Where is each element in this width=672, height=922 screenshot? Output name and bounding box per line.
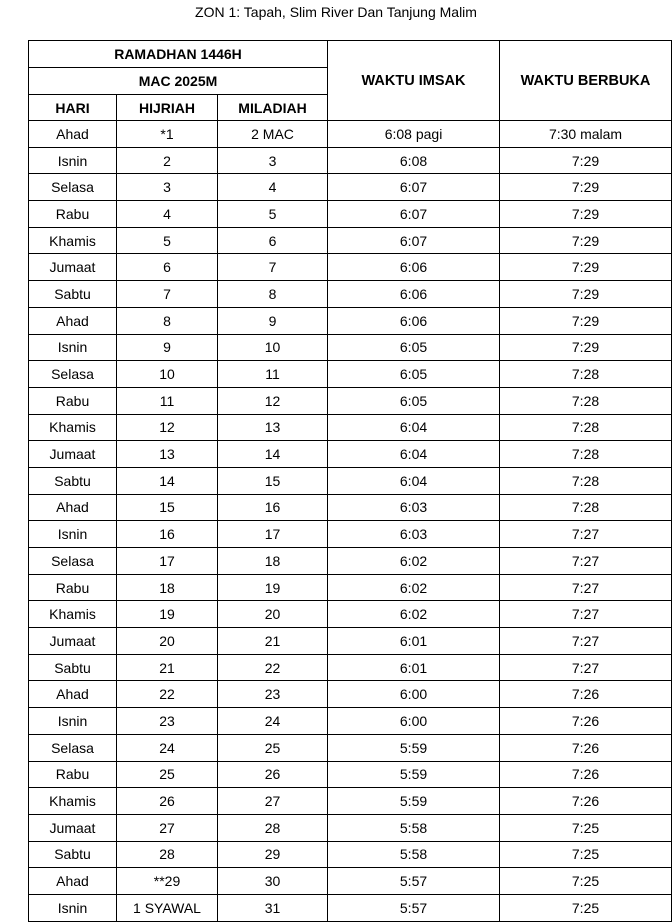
hari-cell: Rabu: [29, 574, 117, 601]
berbuka-cell: 7:27: [500, 628, 672, 655]
table-row: [29, 548, 672, 575]
hari-cell: Selasa: [29, 548, 117, 575]
ramadhan-header: RAMADHAN 1446H: [29, 41, 328, 68]
hijriah-header: HIJRIAH: [117, 95, 218, 121]
berbuka-cell: 7:26: [500, 708, 672, 735]
miladiah-cell: 19: [218, 574, 328, 601]
hari-cell: Khamis: [29, 601, 117, 628]
hari-cell: Jumaat: [29, 441, 117, 468]
imsak-cell: 5:57: [328, 894, 500, 921]
hijriah-cell: 26: [117, 788, 218, 815]
table-row: [29, 628, 672, 655]
miladiah-cell: 26: [218, 761, 328, 788]
table-row: [29, 494, 672, 521]
imsak-cell: 6:05: [328, 361, 500, 388]
berbuka-cell: 7:27: [500, 574, 672, 601]
hari-cell: Khamis: [29, 414, 117, 441]
miladiah-cell: 10: [218, 334, 328, 361]
hijriah-cell: 25: [117, 761, 218, 788]
imsak-cell: 6:03: [328, 494, 500, 521]
hijriah-cell: 3: [117, 174, 218, 201]
hari-cell: Ahad: [29, 121, 117, 148]
table-row: [29, 841, 672, 868]
hijriah-cell: 17: [117, 548, 218, 575]
hijriah-cell: 7: [117, 281, 218, 308]
hijriah-cell: 28: [117, 841, 218, 868]
imsak-cell: 6:00: [328, 708, 500, 735]
berbuka-cell: 7:30 malam: [500, 121, 672, 148]
hari-cell: Sabtu: [29, 467, 117, 494]
berbuka-cell: 7:29: [500, 174, 672, 201]
hari-cell: Rabu: [29, 387, 117, 414]
table-row: [29, 147, 672, 174]
imsak-cell: 6:08: [328, 147, 500, 174]
table-row: [29, 681, 672, 708]
hari-cell: Sabtu: [29, 654, 117, 681]
berbuka-cell: 7:26: [500, 734, 672, 761]
table-row: [29, 521, 672, 548]
hijriah-cell: 23: [117, 708, 218, 735]
table-row: [29, 414, 672, 441]
miladiah-header: MILADIAH: [218, 95, 328, 121]
berbuka-cell: 7:26: [500, 681, 672, 708]
miladiah-cell: 25: [218, 734, 328, 761]
miladiah-cell: 2 MAC: [218, 121, 328, 148]
imsak-cell: 6:05: [328, 387, 500, 414]
miladiah-cell: 3: [218, 147, 328, 174]
berbuka-header: WAKTU BERBUKA: [500, 41, 672, 121]
berbuka-cell: 7:25: [500, 841, 672, 868]
miladiah-cell: 6: [218, 227, 328, 254]
imsak-header: WAKTU IMSAK: [328, 41, 500, 121]
hijriah-cell: 4: [117, 201, 218, 228]
berbuka-cell: 7:26: [500, 761, 672, 788]
miladiah-cell: 23: [218, 681, 328, 708]
table-row: [29, 601, 672, 628]
miladiah-cell: 21: [218, 628, 328, 655]
imsak-cell: 6:07: [328, 227, 500, 254]
hijriah-cell: 2: [117, 147, 218, 174]
imsak-cell: 6:01: [328, 654, 500, 681]
hijriah-cell: 9: [117, 334, 218, 361]
hijriah-cell: 8: [117, 307, 218, 334]
hijriah-cell: 21: [117, 654, 218, 681]
hijriah-cell: *1: [117, 121, 218, 148]
hari-cell: Isnin: [29, 147, 117, 174]
hari-cell: Khamis: [29, 227, 117, 254]
miladiah-cell: 13: [218, 414, 328, 441]
hijriah-cell: 6: [117, 254, 218, 281]
hijriah-cell: 15: [117, 494, 218, 521]
hari-cell: Isnin: [29, 708, 117, 735]
imsak-cell: 6:03: [328, 521, 500, 548]
berbuka-cell: 7:27: [500, 601, 672, 628]
hari-cell: Khamis: [29, 788, 117, 815]
hari-cell: Selasa: [29, 174, 117, 201]
miladiah-cell: 27: [218, 788, 328, 815]
table-row: [29, 201, 672, 228]
miladiah-cell: 28: [218, 814, 328, 841]
imsak-cell: 5:59: [328, 761, 500, 788]
hijriah-cell: 12: [117, 414, 218, 441]
hijriah-cell: 27: [117, 814, 218, 841]
hari-cell: Ahad: [29, 681, 117, 708]
table-row: [29, 121, 672, 148]
miladiah-cell: 12: [218, 387, 328, 414]
hari-cell: Rabu: [29, 201, 117, 228]
miladiah-cell: 18: [218, 548, 328, 575]
hijriah-cell: 18: [117, 574, 218, 601]
table-row: [29, 814, 672, 841]
table-row: [29, 734, 672, 761]
table-row: [29, 654, 672, 681]
berbuka-cell: 7:28: [500, 494, 672, 521]
hijriah-cell: 5: [117, 227, 218, 254]
imsak-cell: 6:02: [328, 574, 500, 601]
table-row: [29, 894, 672, 921]
hari-cell: Sabtu: [29, 281, 117, 308]
schedule-table: [28, 40, 672, 922]
table-row: [29, 441, 672, 468]
hari-cell: Jumaat: [29, 628, 117, 655]
imsak-cell: 5:59: [328, 734, 500, 761]
table-body: [29, 121, 672, 922]
berbuka-cell: 7:29: [500, 307, 672, 334]
imsak-cell: 6:07: [328, 201, 500, 228]
imsak-cell: 6:02: [328, 601, 500, 628]
miladiah-cell: 24: [218, 708, 328, 735]
berbuka-cell: 7:28: [500, 387, 672, 414]
berbuka-cell: 7:28: [500, 361, 672, 388]
miladiah-cell: 29: [218, 841, 328, 868]
table-row: [29, 227, 672, 254]
hari-cell: Ahad: [29, 868, 117, 895]
berbuka-cell: 7:25: [500, 894, 672, 921]
berbuka-cell: 7:27: [500, 654, 672, 681]
miladiah-cell: 30: [218, 868, 328, 895]
berbuka-cell: 7:29: [500, 227, 672, 254]
miladiah-cell: 9: [218, 307, 328, 334]
miladiah-cell: 16: [218, 494, 328, 521]
table-row: [29, 574, 672, 601]
imsak-cell: 5:59: [328, 788, 500, 815]
table-row: [29, 281, 672, 308]
imsak-cell: 6:06: [328, 254, 500, 281]
month-header: MAC 2025M: [29, 68, 328, 95]
table-row: [29, 467, 672, 494]
table-header: [29, 41, 672, 121]
miladiah-cell: 22: [218, 654, 328, 681]
berbuka-cell: 7:27: [500, 521, 672, 548]
miladiah-cell: 7: [218, 254, 328, 281]
table-row: [29, 708, 672, 735]
imsak-cell: 6:04: [328, 441, 500, 468]
table-row: [29, 307, 672, 334]
hari-cell: Selasa: [29, 734, 117, 761]
hari-header: HARI: [29, 95, 117, 121]
table-row: [29, 361, 672, 388]
imsak-cell: 6:04: [328, 414, 500, 441]
hari-cell: Isnin: [29, 894, 117, 921]
miladiah-cell: 8: [218, 281, 328, 308]
imsak-cell: 6:01: [328, 628, 500, 655]
berbuka-cell: 7:29: [500, 201, 672, 228]
hari-cell: Isnin: [29, 521, 117, 548]
imsak-cell: 6:04: [328, 467, 500, 494]
hijriah-cell: 22: [117, 681, 218, 708]
hari-cell: Ahad: [29, 307, 117, 334]
miladiah-cell: 5: [218, 201, 328, 228]
hijriah-cell: **29: [117, 868, 218, 895]
miladiah-cell: 11: [218, 361, 328, 388]
imsak-cell: 5:57: [328, 868, 500, 895]
imsak-cell: 6:02: [328, 548, 500, 575]
imsak-cell: 6:06: [328, 307, 500, 334]
hari-cell: Ahad: [29, 494, 117, 521]
berbuka-cell: 7:29: [500, 254, 672, 281]
hari-cell: Jumaat: [29, 814, 117, 841]
table-row: [29, 174, 672, 201]
table-row: [29, 254, 672, 281]
miladiah-cell: 15: [218, 467, 328, 494]
berbuka-cell: 7:28: [500, 441, 672, 468]
hijriah-cell: 14: [117, 467, 218, 494]
hijriah-cell: 11: [117, 387, 218, 414]
table-row: [29, 868, 672, 895]
table-row: [29, 788, 672, 815]
berbuka-cell: 7:29: [500, 147, 672, 174]
imsak-cell: 6:08 pagi: [328, 121, 500, 148]
table-row: [29, 761, 672, 788]
hijriah-cell: 13: [117, 441, 218, 468]
hijriah-cell: 20: [117, 628, 218, 655]
imsak-cell: 6:06: [328, 281, 500, 308]
miladiah-cell: 4: [218, 174, 328, 201]
berbuka-cell: 7:29: [500, 334, 672, 361]
hari-cell: Isnin: [29, 334, 117, 361]
imsak-cell: 6:00: [328, 681, 500, 708]
imsak-cell: 6:05: [328, 334, 500, 361]
imsak-cell: 5:58: [328, 814, 500, 841]
imsak-cell: 6:07: [328, 174, 500, 201]
miladiah-cell: 14: [218, 441, 328, 468]
berbuka-cell: 7:28: [500, 414, 672, 441]
berbuka-cell: 7:26: [500, 788, 672, 815]
table-row: [29, 387, 672, 414]
hijriah-cell: 16: [117, 521, 218, 548]
hari-cell: Selasa: [29, 361, 117, 388]
berbuka-cell: 7:29: [500, 281, 672, 308]
hari-cell: Jumaat: [29, 254, 117, 281]
hijriah-cell: 1 SYAWAL: [117, 894, 218, 921]
imsak-cell: 5:58: [328, 841, 500, 868]
miladiah-cell: 20: [218, 601, 328, 628]
berbuka-cell: 7:28: [500, 467, 672, 494]
hari-cell: Sabtu: [29, 841, 117, 868]
page-title: ZON 1: Tapah, Slim River Dan Tanjung Malim: [195, 4, 477, 20]
berbuka-cell: 7:27: [500, 548, 672, 575]
miladiah-cell: 17: [218, 521, 328, 548]
miladiah-cell: 31: [218, 894, 328, 921]
hijriah-cell: 10: [117, 361, 218, 388]
table-row: [29, 334, 672, 361]
berbuka-cell: 7:25: [500, 814, 672, 841]
hijriah-cell: 24: [117, 734, 218, 761]
hijriah-cell: 19: [117, 601, 218, 628]
berbuka-cell: 7:25: [500, 868, 672, 895]
hari-cell: Rabu: [29, 761, 117, 788]
